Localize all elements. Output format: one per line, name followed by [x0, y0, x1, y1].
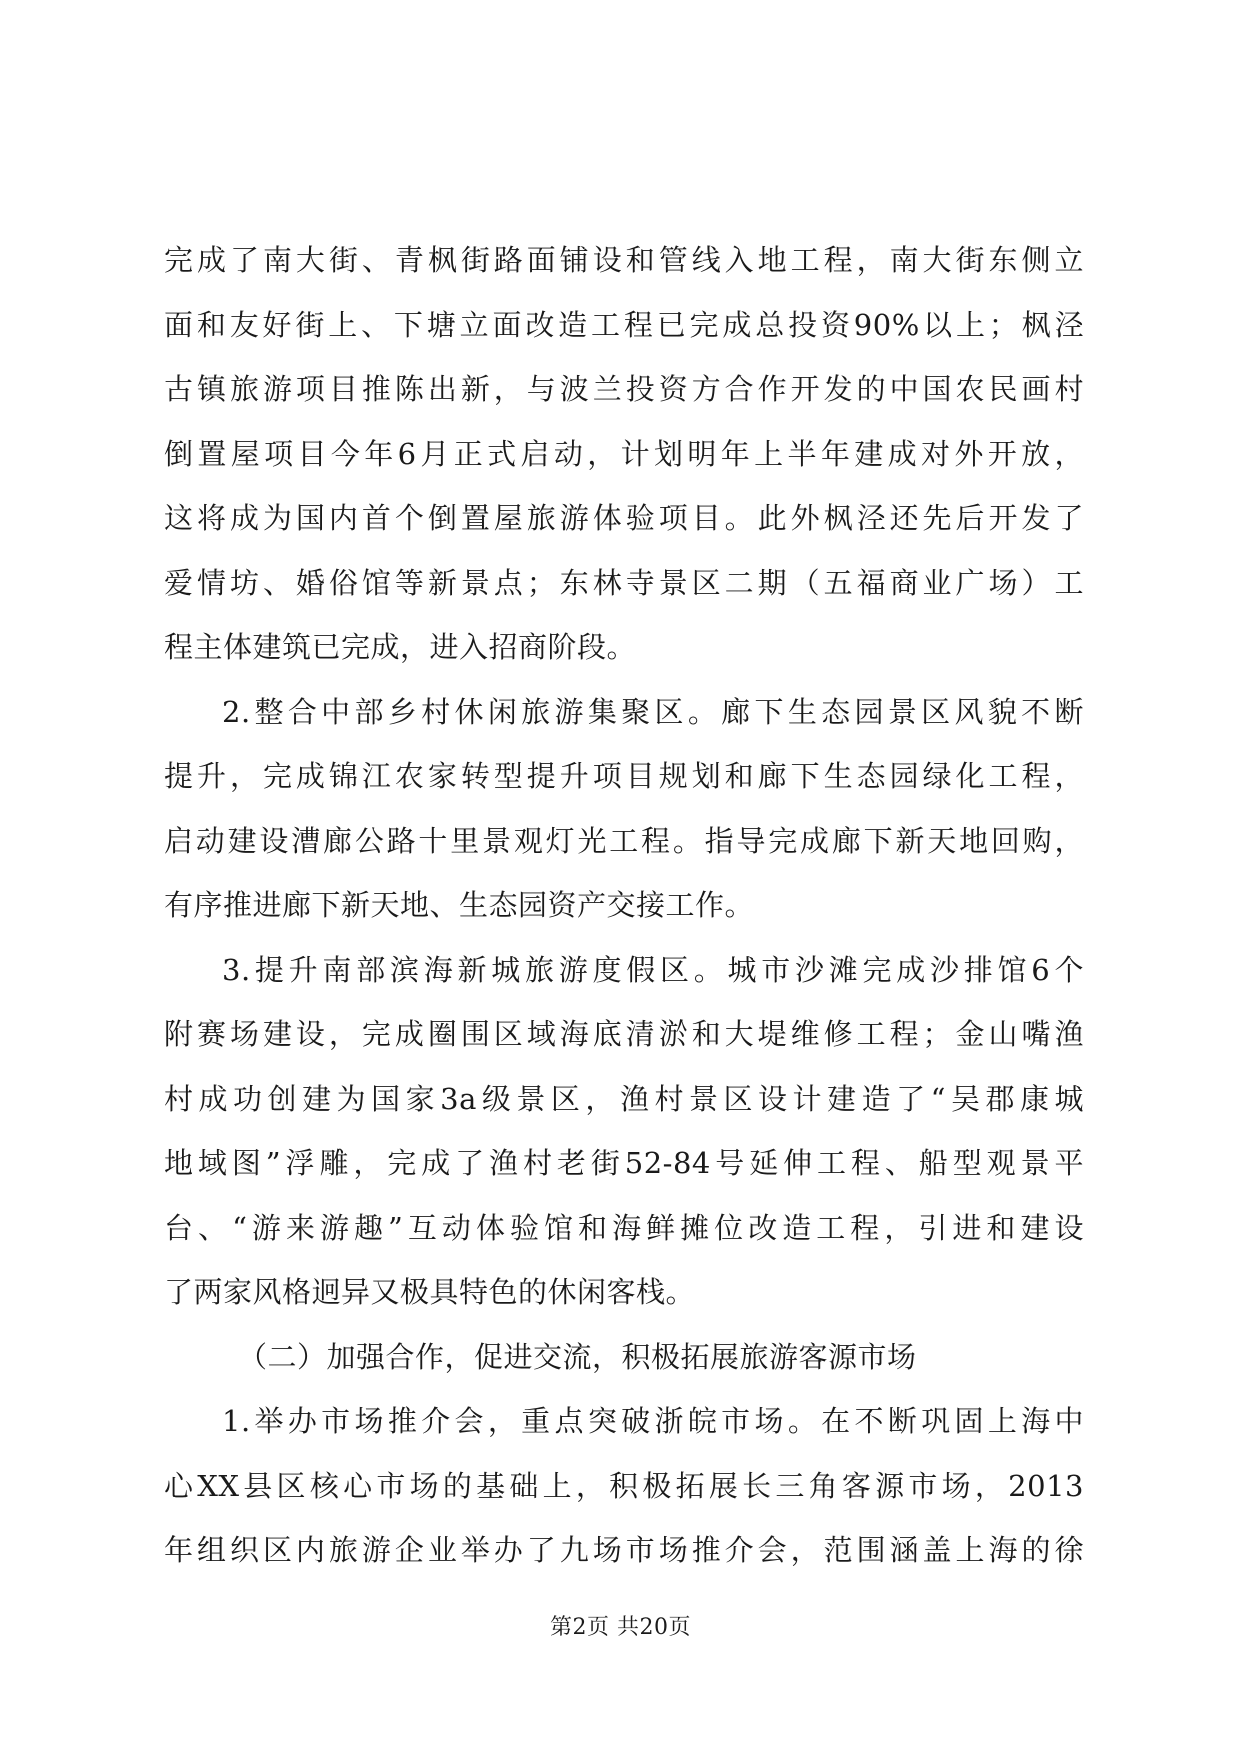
page-footer: 第2页 共20页: [550, 1615, 691, 1640]
text-line: 地域图”浮雕，完成了渔村老街52-84号延伸工程、船型观景平: [164, 1146, 1084, 1180]
section-heading: （二）加强合作，促进交流，积极拓展旅游客源市场: [238, 1339, 917, 1374]
text-line: 了两家风格迥异又极具特色的休闲客栈。: [164, 1275, 696, 1309]
text-line: 程主体建筑已完成，进入招商阶段。: [164, 630, 637, 664]
text-line: 3.提升南部滨海新城旅游度假区。城市沙滩完成沙排馆6个: [222, 952, 1084, 987]
text-line: 年组织区内旅游企业举办了九场市场推介会，范围涵盖上海的徐: [164, 1533, 1084, 1567]
text-line: 爱情坊、婚俗馆等新景点；东林寺景区二期（五福商业广场）工: [164, 565, 1084, 600]
text-line: 台、“游来游趣”互动体验馆和海鲜摊位改造工程，引进和建设: [164, 1210, 1084, 1245]
text-line: 有序推进廊下新天地、生态园资产交接工作。: [164, 888, 755, 922]
text-line: 心XX县区核心市场的基础上，积极拓展长三角客源市场，2013: [164, 1468, 1084, 1503]
text-line: 提升，完成锦江农家转型提升项目规划和廊下生态园绿化工程，: [164, 759, 1084, 793]
text-line: 启动建设漕廊公路十里景观灯光工程。指导完成廊下新天地回购，: [164, 823, 1084, 858]
text-line: 村成功创建为国家3a级景区，渔村景区设计建造了“吴郡康城: [164, 1081, 1084, 1116]
body-text: [164, 228, 1084, 1583]
text-line: 倒置屋项目今年6月正式启动，计划明年上半年建成对外开放，: [164, 436, 1084, 471]
text-line: 附赛场建设，完成圈围区域海底清淤和大堤维修工程；金山嘴渔: [164, 1017, 1084, 1051]
text-line: 面和友好街上、下塘立面改造工程已完成总投资90%以上；枫泾: [164, 307, 1084, 342]
text-line: 古镇旅游项目推陈出新，与波兰投资方合作开发的中国农民画村: [164, 372, 1084, 406]
text-line: 这将成为国内首个倒置屋旅游体验项目。此外枫泾还先后开发了: [164, 501, 1084, 535]
text-line: 1.举办市场推介会，重点突破浙皖市场。在不断巩固上海中: [222, 1404, 1084, 1438]
text-line: 完成了南大街、青枫街路面铺设和管线入地工程，南大街东侧立: [164, 243, 1084, 277]
text-line: 2.整合中部乡村休闲旅游集聚区。廊下生态园景区风貌不断: [222, 694, 1084, 729]
